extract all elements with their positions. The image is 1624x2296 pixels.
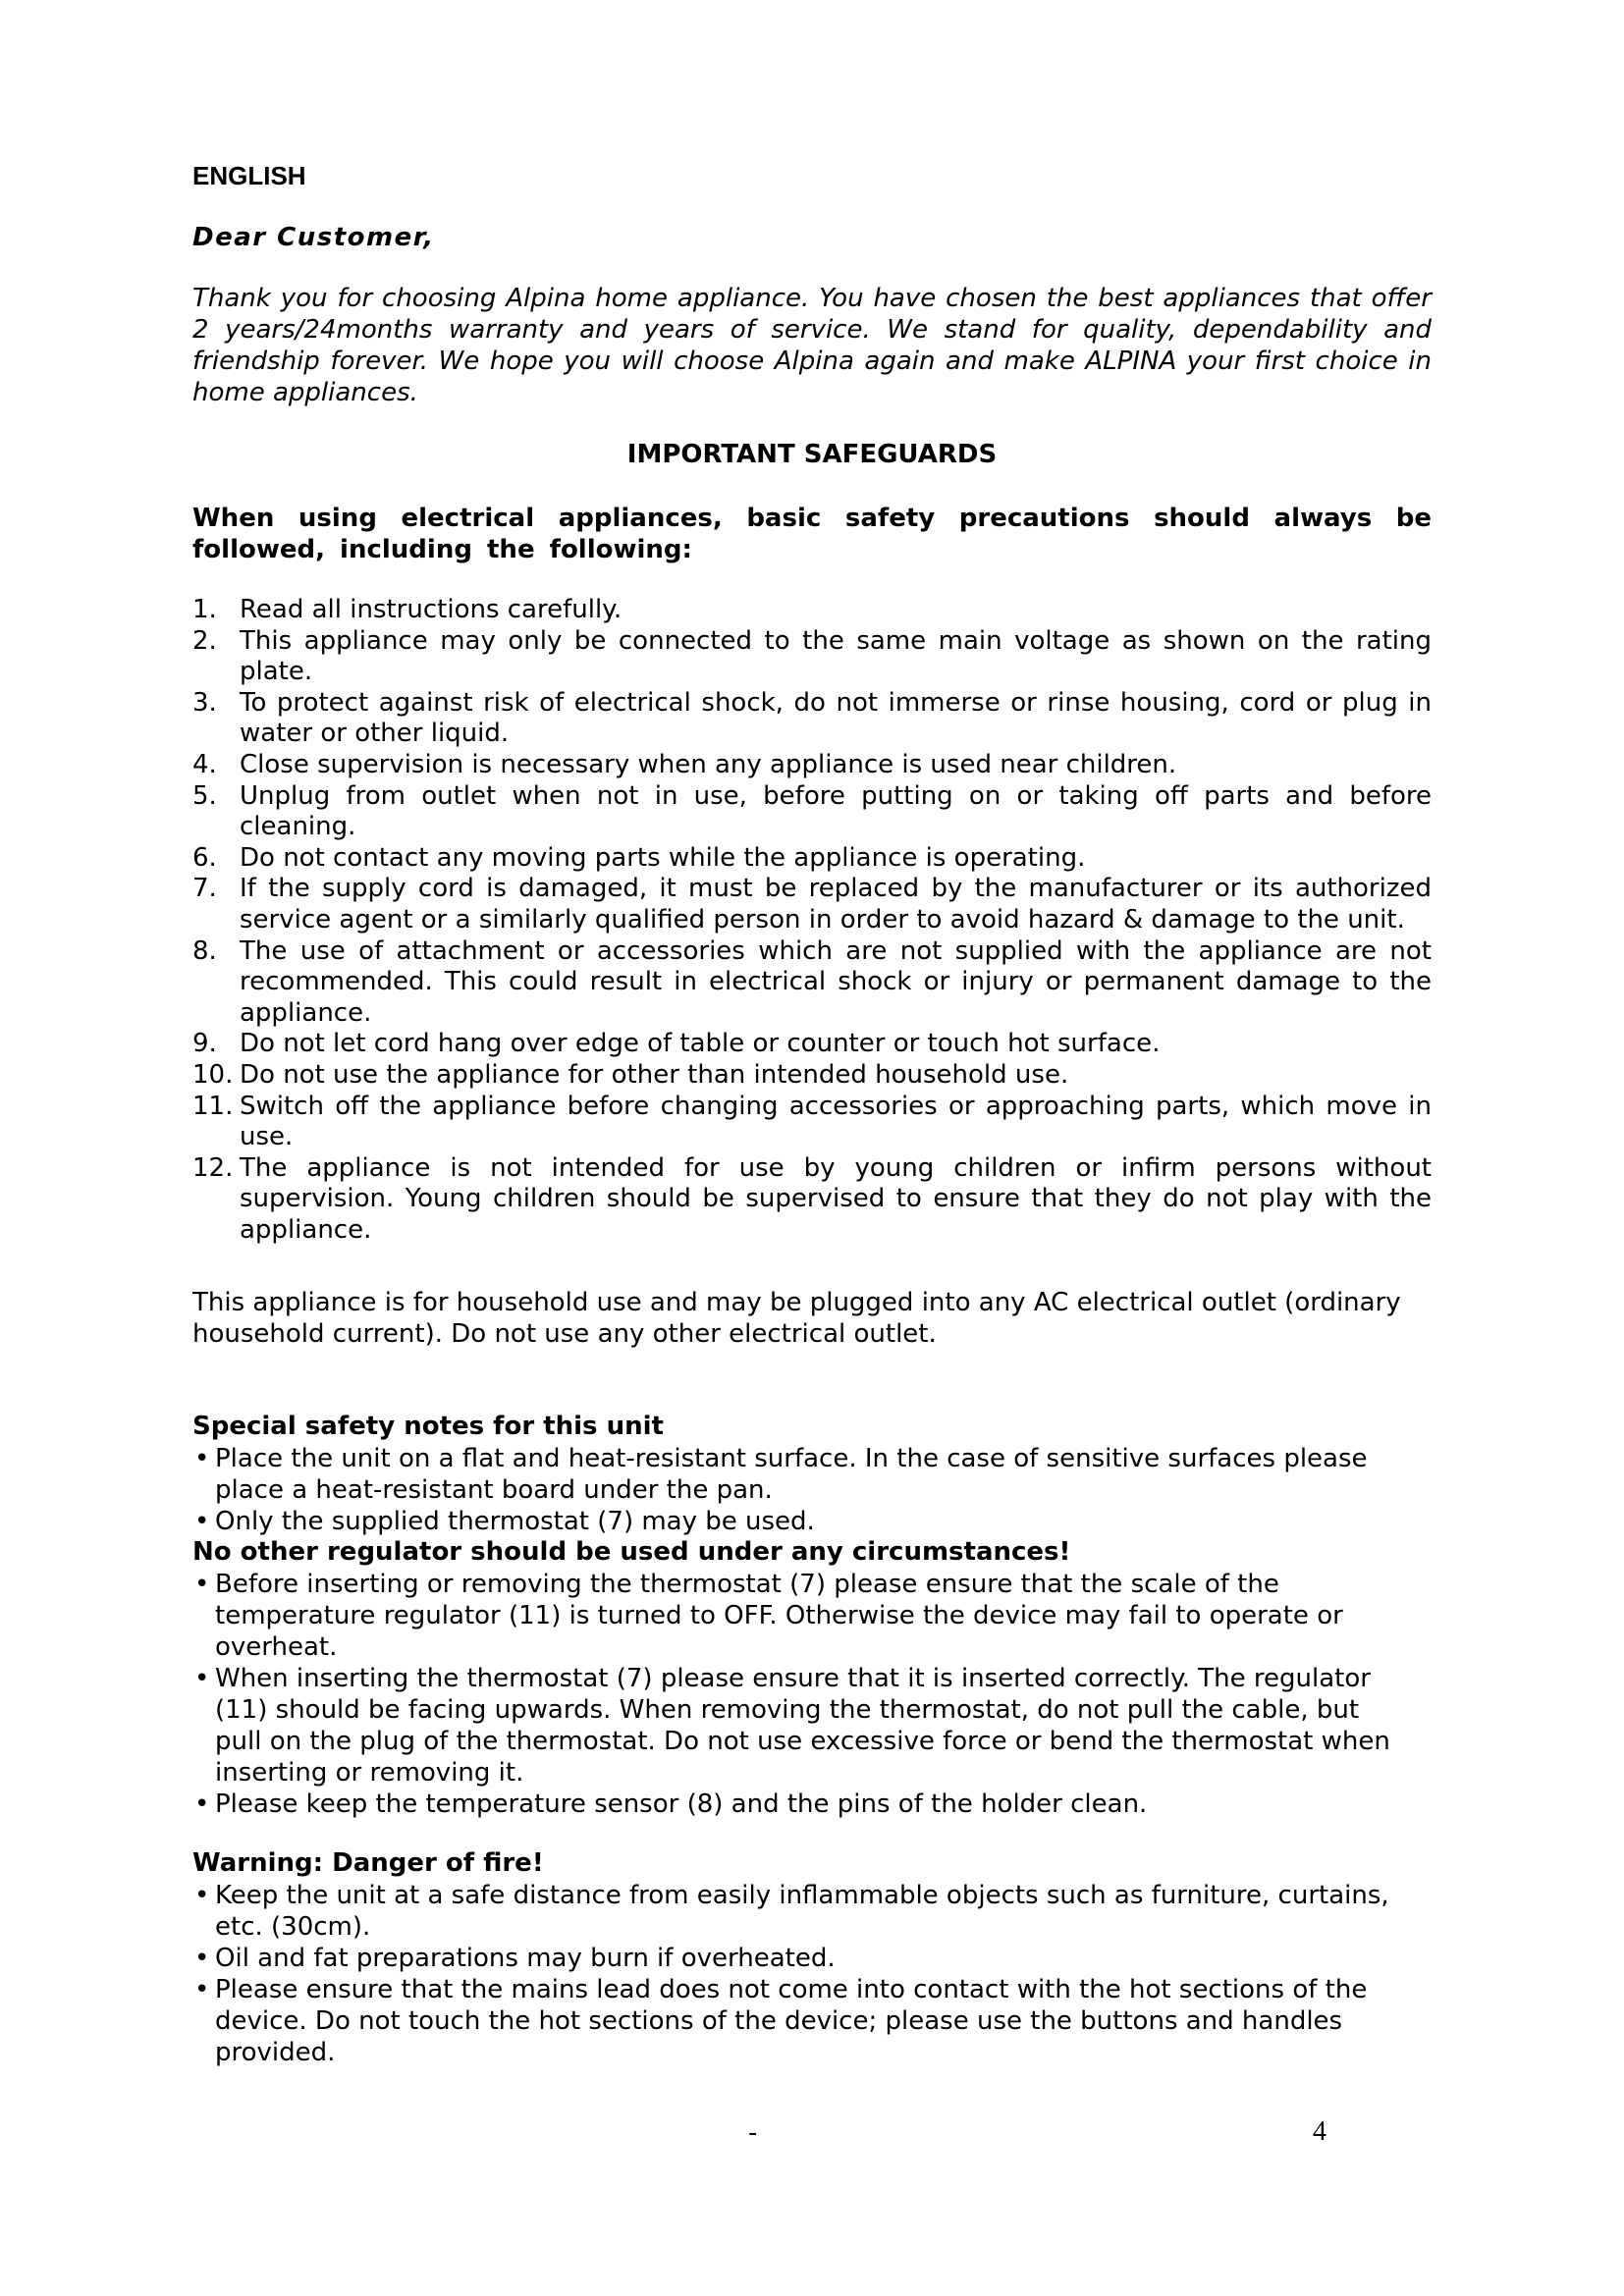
list-item bbox=[192, 1060, 1432, 1092]
safeguards-lead: When using electrical appliances, basic safety precautions should always be followed, including the following: bbox=[192, 504, 1432, 564]
greeting: Dear Customer, bbox=[192, 223, 435, 252]
item-number: 9. bbox=[192, 1029, 217, 1059]
special-notes-list-b bbox=[192, 1569, 1402, 1820]
bullet-icon: • bbox=[194, 1944, 210, 1973]
item-number: 5. bbox=[192, 780, 217, 811]
item-number: 6. bbox=[192, 842, 217, 873]
item-text: This appliance may only be connected to the same main voltage as shown on the rating plate. bbox=[240, 625, 1432, 687]
list-item bbox=[192, 595, 1432, 626]
item-text: Do not let cord hang over edge of table or counter or touch hot surface. bbox=[240, 1029, 1161, 1059]
no-regulator-warning: No other regulator should be used under any circumstances! bbox=[192, 1537, 1071, 1567]
item-number: 8. bbox=[192, 935, 217, 966]
list-item bbox=[192, 1880, 1402, 1943]
list-item bbox=[192, 781, 1432, 843]
list-item bbox=[192, 1506, 1402, 1537]
list-item bbox=[192, 1443, 1402, 1506]
list-item bbox=[192, 936, 1432, 1030]
item-number: 12. bbox=[192, 1152, 234, 1183]
fire-warning-list bbox=[192, 1880, 1402, 2068]
item-number: 1. bbox=[192, 595, 217, 624]
item-text: Read all instructions carefully. bbox=[240, 595, 623, 624]
bullet-icon: • bbox=[194, 1789, 210, 1819]
bullet-icon: • bbox=[194, 1507, 210, 1536]
item-number: 4. bbox=[192, 749, 217, 779]
fire-warning-heading: Warning: Danger of fire! bbox=[192, 1848, 544, 1878]
page-number: 4 bbox=[1313, 2116, 1326, 2147]
safeguards-title: IMPORTANT SAFEGUARDS bbox=[626, 440, 998, 469]
language-heading: ENGLISH bbox=[192, 161, 306, 190]
item-number: 10. bbox=[192, 1059, 234, 1090]
item-text: Keep the unit at a safe distance from easily inflammable objects such as furniture, curtains, etc. (30cm). bbox=[215, 1881, 1389, 1942]
intro-paragraph: Thank you for choosing Alpina home appliance. You have chosen the best appliances that offer 2 years/24months warranty and years of service. We stand for quality, dependability and friendship forever. We hope you will choose Alpina again and make ALPINA your first choice in home appliances. bbox=[192, 284, 1432, 407]
item-text: Place the unit on a flat and heat-resistant surface. In the case of sensitive surfaces please place a heat-resistant board under the pan. bbox=[215, 1444, 1368, 1505]
item-number: 11. bbox=[192, 1091, 234, 1121]
item-text: To protect against risk of electrical shock, do not immerse or rinse housing, cord or plug in water or other liquid. bbox=[240, 687, 1432, 749]
list-item bbox=[192, 750, 1432, 781]
item-text: Oil and fat preparations may burn if overheated. bbox=[215, 1944, 836, 1973]
bullet-icon: • bbox=[194, 1664, 210, 1693]
list-item bbox=[192, 874, 1432, 935]
list-item bbox=[192, 688, 1432, 750]
item-text: Close supervision is necessary when any appliance is used near children. bbox=[240, 749, 1177, 779]
safeguards-list bbox=[192, 595, 1432, 1246]
special-notes-heading: Special safety notes for this unit bbox=[192, 1412, 664, 1441]
list-item bbox=[192, 1943, 1402, 1974]
item-text: Unplug from outlet when not in use, before putting on or taking off parts and before cleaning. bbox=[240, 780, 1432, 842]
list-item bbox=[192, 1569, 1402, 1663]
footer-dash: - bbox=[748, 2118, 758, 2148]
list-item bbox=[192, 1029, 1432, 1060]
item-text: Please ensure that the mains lead does not come into contact with the hot sections of the device. Do not touch the hot sections of the device; please use the buttons and handles provided. bbox=[215, 1975, 1368, 2067]
list-item bbox=[192, 843, 1432, 875]
list-item bbox=[192, 1663, 1402, 1789]
item-text: When inserting the thermostat (7) please ensure that it is inserted correctly. The regulator (11) should be facing upwards. When removing the thermostat, do not pull the cable, but pull on the plug of the thermostat. Do not use excessive force or bend the thermostat when inserting or removing it. bbox=[215, 1664, 1390, 1788]
list-item bbox=[192, 1789, 1402, 1820]
item-text: Do not contact any moving parts while the appliance is operating. bbox=[240, 842, 1086, 873]
item-number: 7. bbox=[192, 874, 217, 904]
bullet-icon: • bbox=[194, 1975, 210, 2004]
list-item bbox=[192, 626, 1432, 688]
bullet-icon: • bbox=[194, 1444, 210, 1473]
item-text: Before inserting or removing the thermostat (7) please ensure that the scale of the temperature regulator (11) is turned to OFF. Otherwise the device may fail to operate or overheat. bbox=[215, 1570, 1343, 1662]
list-item bbox=[192, 1092, 1432, 1153]
list-item bbox=[192, 1974, 1402, 2068]
household-note: This appliance is for household use and may be plugged into any AC electrical outlet (ordinary household current). Do not use any other electrical outlet. bbox=[192, 1288, 1401, 1349]
item-text: Only the supplied thermostat (7) may be used. bbox=[215, 1507, 815, 1536]
bullet-icon: • bbox=[194, 1881, 210, 1910]
item-text: Please keep the temperature sensor (8) and the pins of the holder clean. bbox=[215, 1789, 1148, 1819]
list-item bbox=[192, 1153, 1432, 1247]
bullet-icon: • bbox=[194, 1570, 210, 1599]
item-number: 3. bbox=[192, 687, 217, 718]
item-text: The appliance is not intended for use by young children or infirm persons without supervision. Young children should be supervised to ensure that they do not play with the appliance. bbox=[240, 1152, 1432, 1245]
item-text: The use of attachment or accessories which are not supplied with the appliance are not recommended. This could result in electrical shock or injury or permanent damage to the appliance. bbox=[240, 935, 1432, 1028]
item-number: 2. bbox=[192, 625, 217, 656]
item-text: If the supply cord is damaged, it must be replaced by the manufacturer or its authorized service agent or a similarly qualified person in order to avoid hazard & damage to the unit. bbox=[240, 874, 1432, 934]
item-text: Do not use the appliance for other than intended household use. bbox=[240, 1059, 1069, 1090]
item-text: Switch off the appliance before changing accessories or approaching parts, which move in use. bbox=[240, 1091, 1432, 1152]
special-notes-list-a bbox=[192, 1443, 1402, 1537]
